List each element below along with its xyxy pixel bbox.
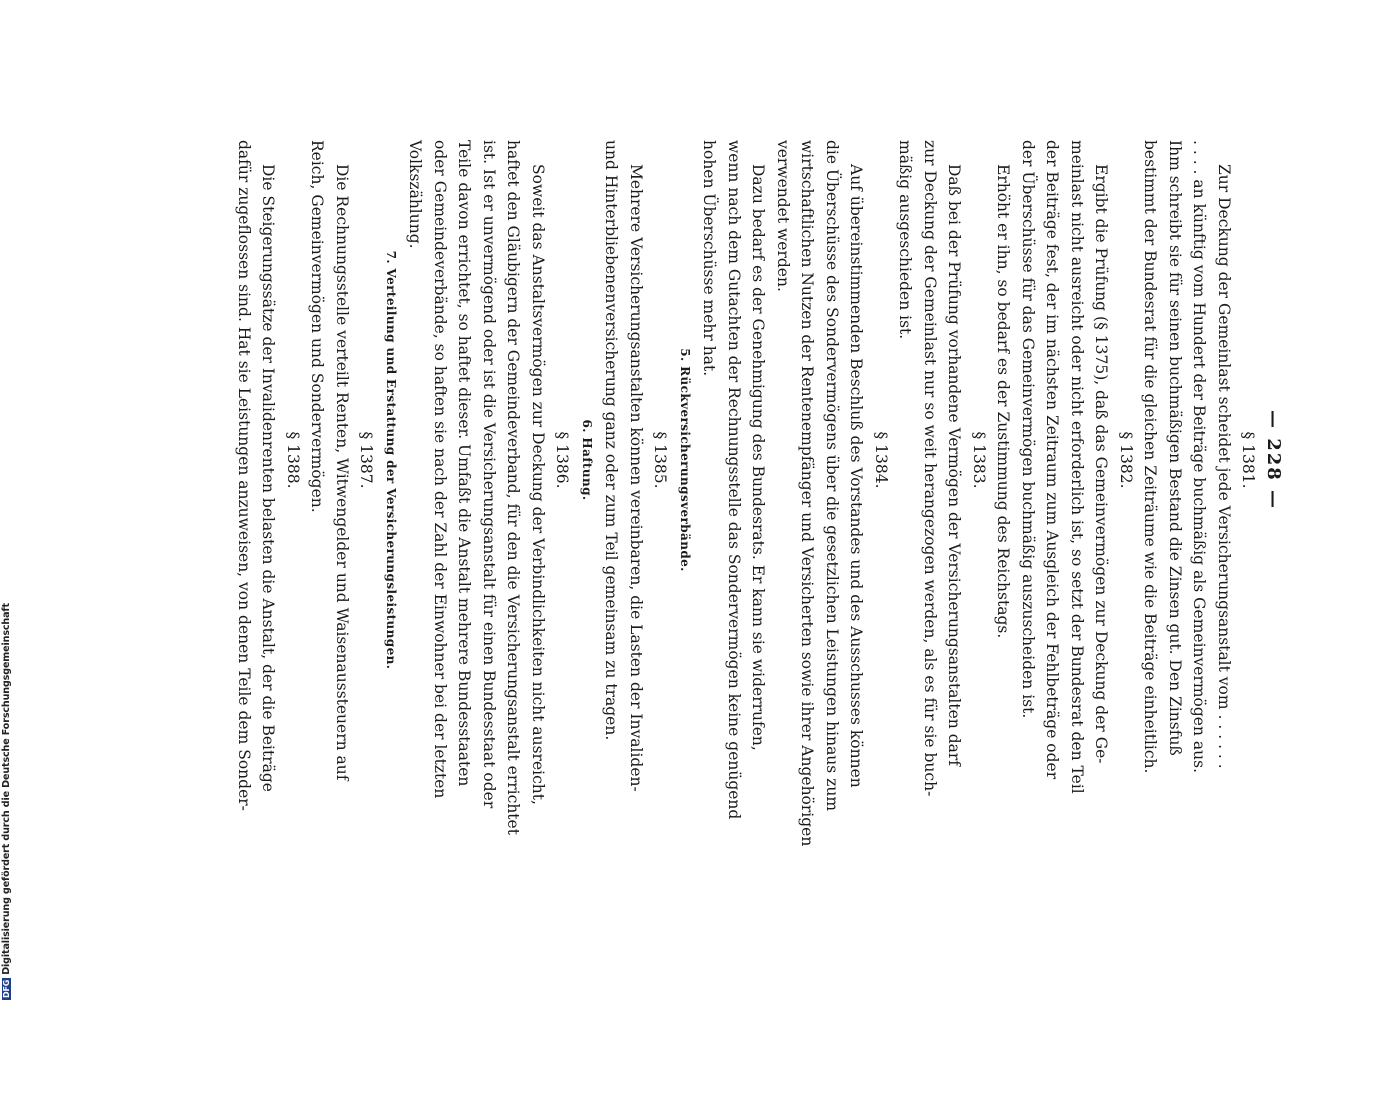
section-1387-heading: § 1387. [357, 431, 376, 489]
dfg-logo: DFG [1, 979, 11, 998]
section-1381-text [1138, 140, 1236, 780]
section-1383-heading: § 1383. [970, 431, 988, 489]
text-line: ist. Ist er unvermögend oder ist die Versicherungsanstalt für einen Bundesstaat oder [480, 140, 498, 809]
section-1386-heading: § 1386. [553, 431, 572, 489]
text-line: haftet den Gläubigern der Gemeindeverband, für den die Versicherungsanstalt errichtet [504, 140, 523, 835]
text-line: Daß bei der Prüfung vorhandene Vermögen der Versicherungsanstalten darf [945, 164, 964, 767]
section-1388-heading: § 1388. [284, 431, 302, 489]
text-line: Volkszählung. [406, 140, 425, 249]
text-line: Die Steigerungssätze der Invalidenrenten belasten die Anstalt, der die Beiträge [259, 164, 278, 792]
text-line: Dazu bedarf es der Genehmigung des Bundesrats. Er kann sie widerrufen, [749, 164, 768, 751]
text-line: Mehrere Versicherungsanstalten können vereinbaren, die Lasten der Invaliden- [627, 164, 645, 792]
text-line: Ihm schreibt sie für seinen buchmäßigen Bestand die Zinsen gut. Den Zinsfuß [1166, 140, 1184, 756]
text-line: wirtschaftlichen Nutzen der Rentenempfänger und Versicherten sowie ihrer Angehörigen [798, 140, 817, 847]
section-1381-heading: § 1381. [1239, 431, 1258, 489]
section-1383-text [893, 140, 967, 797]
section-1384-heading: § 1384. [872, 431, 890, 489]
text-line: Die Rechnungsstelle verteilt Renten, Witwengelder und Waisenaussteuern auf [333, 164, 351, 781]
text-line: . . . . an künftig vom Hundert der Beiträge buchmäßig als Gemeinvermögen aus. [1190, 140, 1209, 773]
text-line: Ergibt die Prüfung (§ 1375), daß das Gemeinvermögen zur Deckung der Ge- [1092, 164, 1111, 764]
text-line: zur Deckung der Gemeinlast nur so weit herangezogen werden, als es für sie buch- [921, 140, 939, 797]
text-line: wenn nach dem Gutachten der Rechnungsstelle das Sondervermögen keine genügend [725, 140, 743, 820]
page-number: — 228 — [1263, 409, 1284, 511]
text-line: die Überschüsse des Sondervermögens über die gesetzlichen Leistungen hinaus zum [823, 140, 841, 812]
chapter-5-title: 5. Rückversicherungsverbände. [678, 348, 692, 572]
digitization-credit-text: Digitalisierung gefördert durch die Deutsche Forschungsgemeinschaft [1, 603, 12, 975]
text-line: mäßig ausgeschieden ist. [896, 140, 915, 340]
text-line: und Hinterbliebenenversicherung ganz oder zum Teil gemeinsam zu tragen. [602, 140, 621, 741]
section-1385-text [599, 140, 648, 792]
section-1382-text [991, 140, 1114, 794]
section-1384-text [697, 140, 869, 847]
chapter-7-title: 7. Verteilung und Erstattung der Versicherungsleistungen. [384, 250, 398, 670]
text-line: meinlast nicht ausreicht oder nicht erforderlich ist, so setzt der Bundesrat den Teil [1068, 140, 1086, 794]
text-line: dafür zugeflossen sind. Hat sie Leistungen anzuweisen, von denen Teile dem Sonder- [235, 140, 253, 811]
text-line: der Überschüsse für das Gemeinvermögen buchmäßig auszuscheiden ist. [1019, 140, 1037, 719]
text-line: oder Gemeindeverbände, so haften sie nach der Zahl der Einwohner bei der letzten [431, 140, 449, 799]
section-1386-text [403, 140, 550, 835]
section-1387-text [305, 140, 354, 780]
digitization-credit [1, 603, 12, 1000]
section-1388-text [232, 140, 281, 811]
text-line: Auf übereinstimmenden Beschluß des Vorstandes und des Ausschusses können [847, 164, 866, 788]
section-1382-heading: § 1382. [1117, 431, 1135, 489]
text-line: der Beiträge fest, der im nächsten Zeitraum zum Ausgleich der Fehlbeträge oder [1043, 140, 1062, 780]
text-line: bestimmt der Bundesrat für die gleichen Zeiträume wie die Beiträge einheitlich. [1141, 140, 1160, 774]
text-line: Zur Deckung der Gemeinlast scheidet jede Versicherungsanstalt vom . . . . . . [1215, 164, 1233, 769]
text-line: verwendet werden. [774, 140, 792, 292]
page-content [235, 140, 1285, 847]
text-line: Teile davon errichtet, so haftet dieser. Umfaßt die Anstalt mehrere Bundesstaaten [455, 140, 474, 787]
text-line: Reich, Gemeinvermögen und Sondervermögen. [308, 140, 327, 513]
text-line: hohen Überschüsse mehr hat. [700, 140, 719, 377]
text-line: Erhöht er ihn, so bedarf es der Zustimmung des Reichstags. [994, 164, 1013, 639]
chapter-6-title: 6. Haftung. [580, 419, 594, 501]
section-1385-heading: § 1385. [651, 431, 670, 489]
rotated-text-block [145, 140, 1284, 1100]
text-line: Soweit das Anstaltsvermögen zur Deckung der Verbindlichkeiten nicht ausreicht, [529, 164, 547, 805]
